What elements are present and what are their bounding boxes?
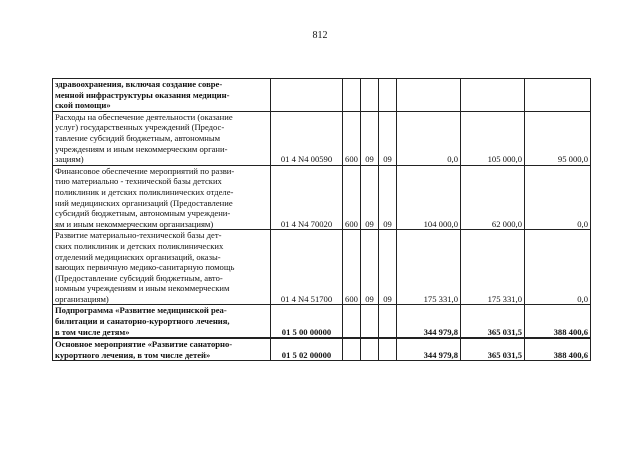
section-code	[361, 305, 379, 338]
table-row	[53, 111, 591, 165]
target-article-code: 01 5 02 00000	[271, 338, 343, 361]
amount-year-2: 365 031,5	[461, 338, 525, 361]
row-name-line: зациям)	[55, 154, 84, 165]
amount-year-3: 388 400,6	[525, 338, 591, 361]
row-name-line: здравоохранения, включая создание совре-	[55, 79, 223, 89]
amount-year-1: 344 979,8	[397, 338, 461, 361]
row-name-line: отделений медицинских организаций, оказы-	[55, 251, 221, 262]
row-name-line: Подпрограмма «Развитие медицинской реа-	[55, 305, 227, 316]
subsection-code: 09	[379, 165, 397, 230]
amount-year-2: 365 031,5	[461, 305, 525, 338]
amount-year-2: 105 000,0	[461, 111, 525, 165]
row-name-line: Расходы на обеспечение деятельности (оказание	[55, 111, 233, 122]
row-name-line: Развитие материально-технической базы дет-	[55, 230, 222, 241]
amount-year-2	[461, 79, 525, 112]
amount-year-1: 175 331,0	[397, 230, 461, 305]
row-name-line: номным учреждениям и иным некоммерческим	[55, 283, 230, 294]
target-article-code: 01 4 N4 70020	[271, 165, 343, 230]
amount-year-3: 0,0	[525, 230, 591, 305]
subsection-code: 09	[379, 111, 397, 165]
expense-type-code	[343, 79, 361, 112]
section-code	[361, 79, 379, 112]
row-name	[53, 230, 271, 305]
row-name	[53, 338, 271, 361]
row-name-line: менной инфраструктуры оказания медицин-	[55, 89, 230, 100]
expense-type-code: 600	[343, 230, 361, 305]
row-name-line: Финансовое обеспечение мероприятий по разви-	[55, 165, 235, 176]
table-row	[53, 230, 591, 305]
row-name	[53, 111, 271, 165]
expense-type-code	[343, 305, 361, 338]
subsection-code: 09	[379, 230, 397, 305]
row-name-line: билитации и санаторно-курортного лечения,	[55, 316, 230, 327]
subsection-code	[379, 79, 397, 112]
row-name-line: (Предоставление субсидий бюджетным, авто-	[55, 272, 223, 283]
table-row	[53, 79, 591, 112]
row-name-line: субсидий бюджетным, автономным учреждени-	[55, 208, 231, 219]
section-code: 09	[361, 165, 379, 230]
target-article-code: 01 4 N4 51700	[271, 230, 343, 305]
row-name-line: ских поликлиник и детских поликлинических	[55, 240, 224, 251]
row-name-line: услуг) государственных учреждений (Предос-	[55, 122, 225, 133]
row-name-line: в том числе детям»	[55, 326, 130, 337]
table-body	[53, 79, 591, 361]
amount-year-2: 62 000,0	[461, 165, 525, 230]
amount-year-1: 344 979,8	[397, 305, 461, 338]
section-code: 09	[361, 111, 379, 165]
table-row	[53, 305, 591, 338]
amount-year-3	[525, 79, 591, 112]
section-code: 09	[361, 230, 379, 305]
expense-type-code: 600	[343, 111, 361, 165]
amount-year-3: 388 400,6	[525, 305, 591, 338]
row-name	[53, 79, 271, 112]
amount-year-1: 104 000,0	[397, 165, 461, 230]
row-name-line: курортного лечения, в том числе детей»	[55, 349, 211, 360]
expense-type-code	[343, 338, 361, 361]
row-name-line: ний медицинских организаций (Предоставление	[55, 197, 233, 208]
row-name-line: Основное мероприятие «Развитие санаторно-	[55, 339, 233, 350]
target-article-code: 01 4 N4 00590	[271, 111, 343, 165]
amount-year-2: 175 331,0	[461, 230, 525, 305]
amount-year-3: 0,0	[525, 165, 591, 230]
subsection-code	[379, 305, 397, 338]
row-name-line: вающих первичную медико-санитарную помощь	[55, 262, 235, 273]
section-code	[361, 338, 379, 361]
amount-year-1: 0,0	[397, 111, 461, 165]
row-name-line: учреждениям и иным некоммерческим органи-	[55, 143, 228, 154]
row-name-line: ям и иным некоммерческим организациям)	[55, 218, 214, 229]
amount-year-3: 95 000,0	[525, 111, 591, 165]
budget-table	[52, 78, 591, 361]
table-row	[53, 165, 591, 230]
target-article-code	[271, 79, 343, 112]
row-name	[53, 165, 271, 230]
row-name-line: ской помощи»	[55, 100, 111, 111]
row-name-line: тию материально - технической базы детских	[55, 176, 222, 187]
page-number: 812	[312, 30, 328, 41]
row-name-line: поликлиник и детских поликлинических отделе-	[55, 186, 234, 197]
row-name	[53, 305, 271, 338]
row-name-line: организациям)	[55, 293, 109, 304]
subsection-code	[379, 338, 397, 361]
row-name-line: тавление субсидий бюджетным, автономным	[55, 132, 221, 143]
expense-type-code: 600	[343, 165, 361, 230]
table-row	[53, 338, 591, 361]
amount-year-1	[397, 79, 461, 112]
target-article-code: 01 5 00 00000	[271, 305, 343, 338]
